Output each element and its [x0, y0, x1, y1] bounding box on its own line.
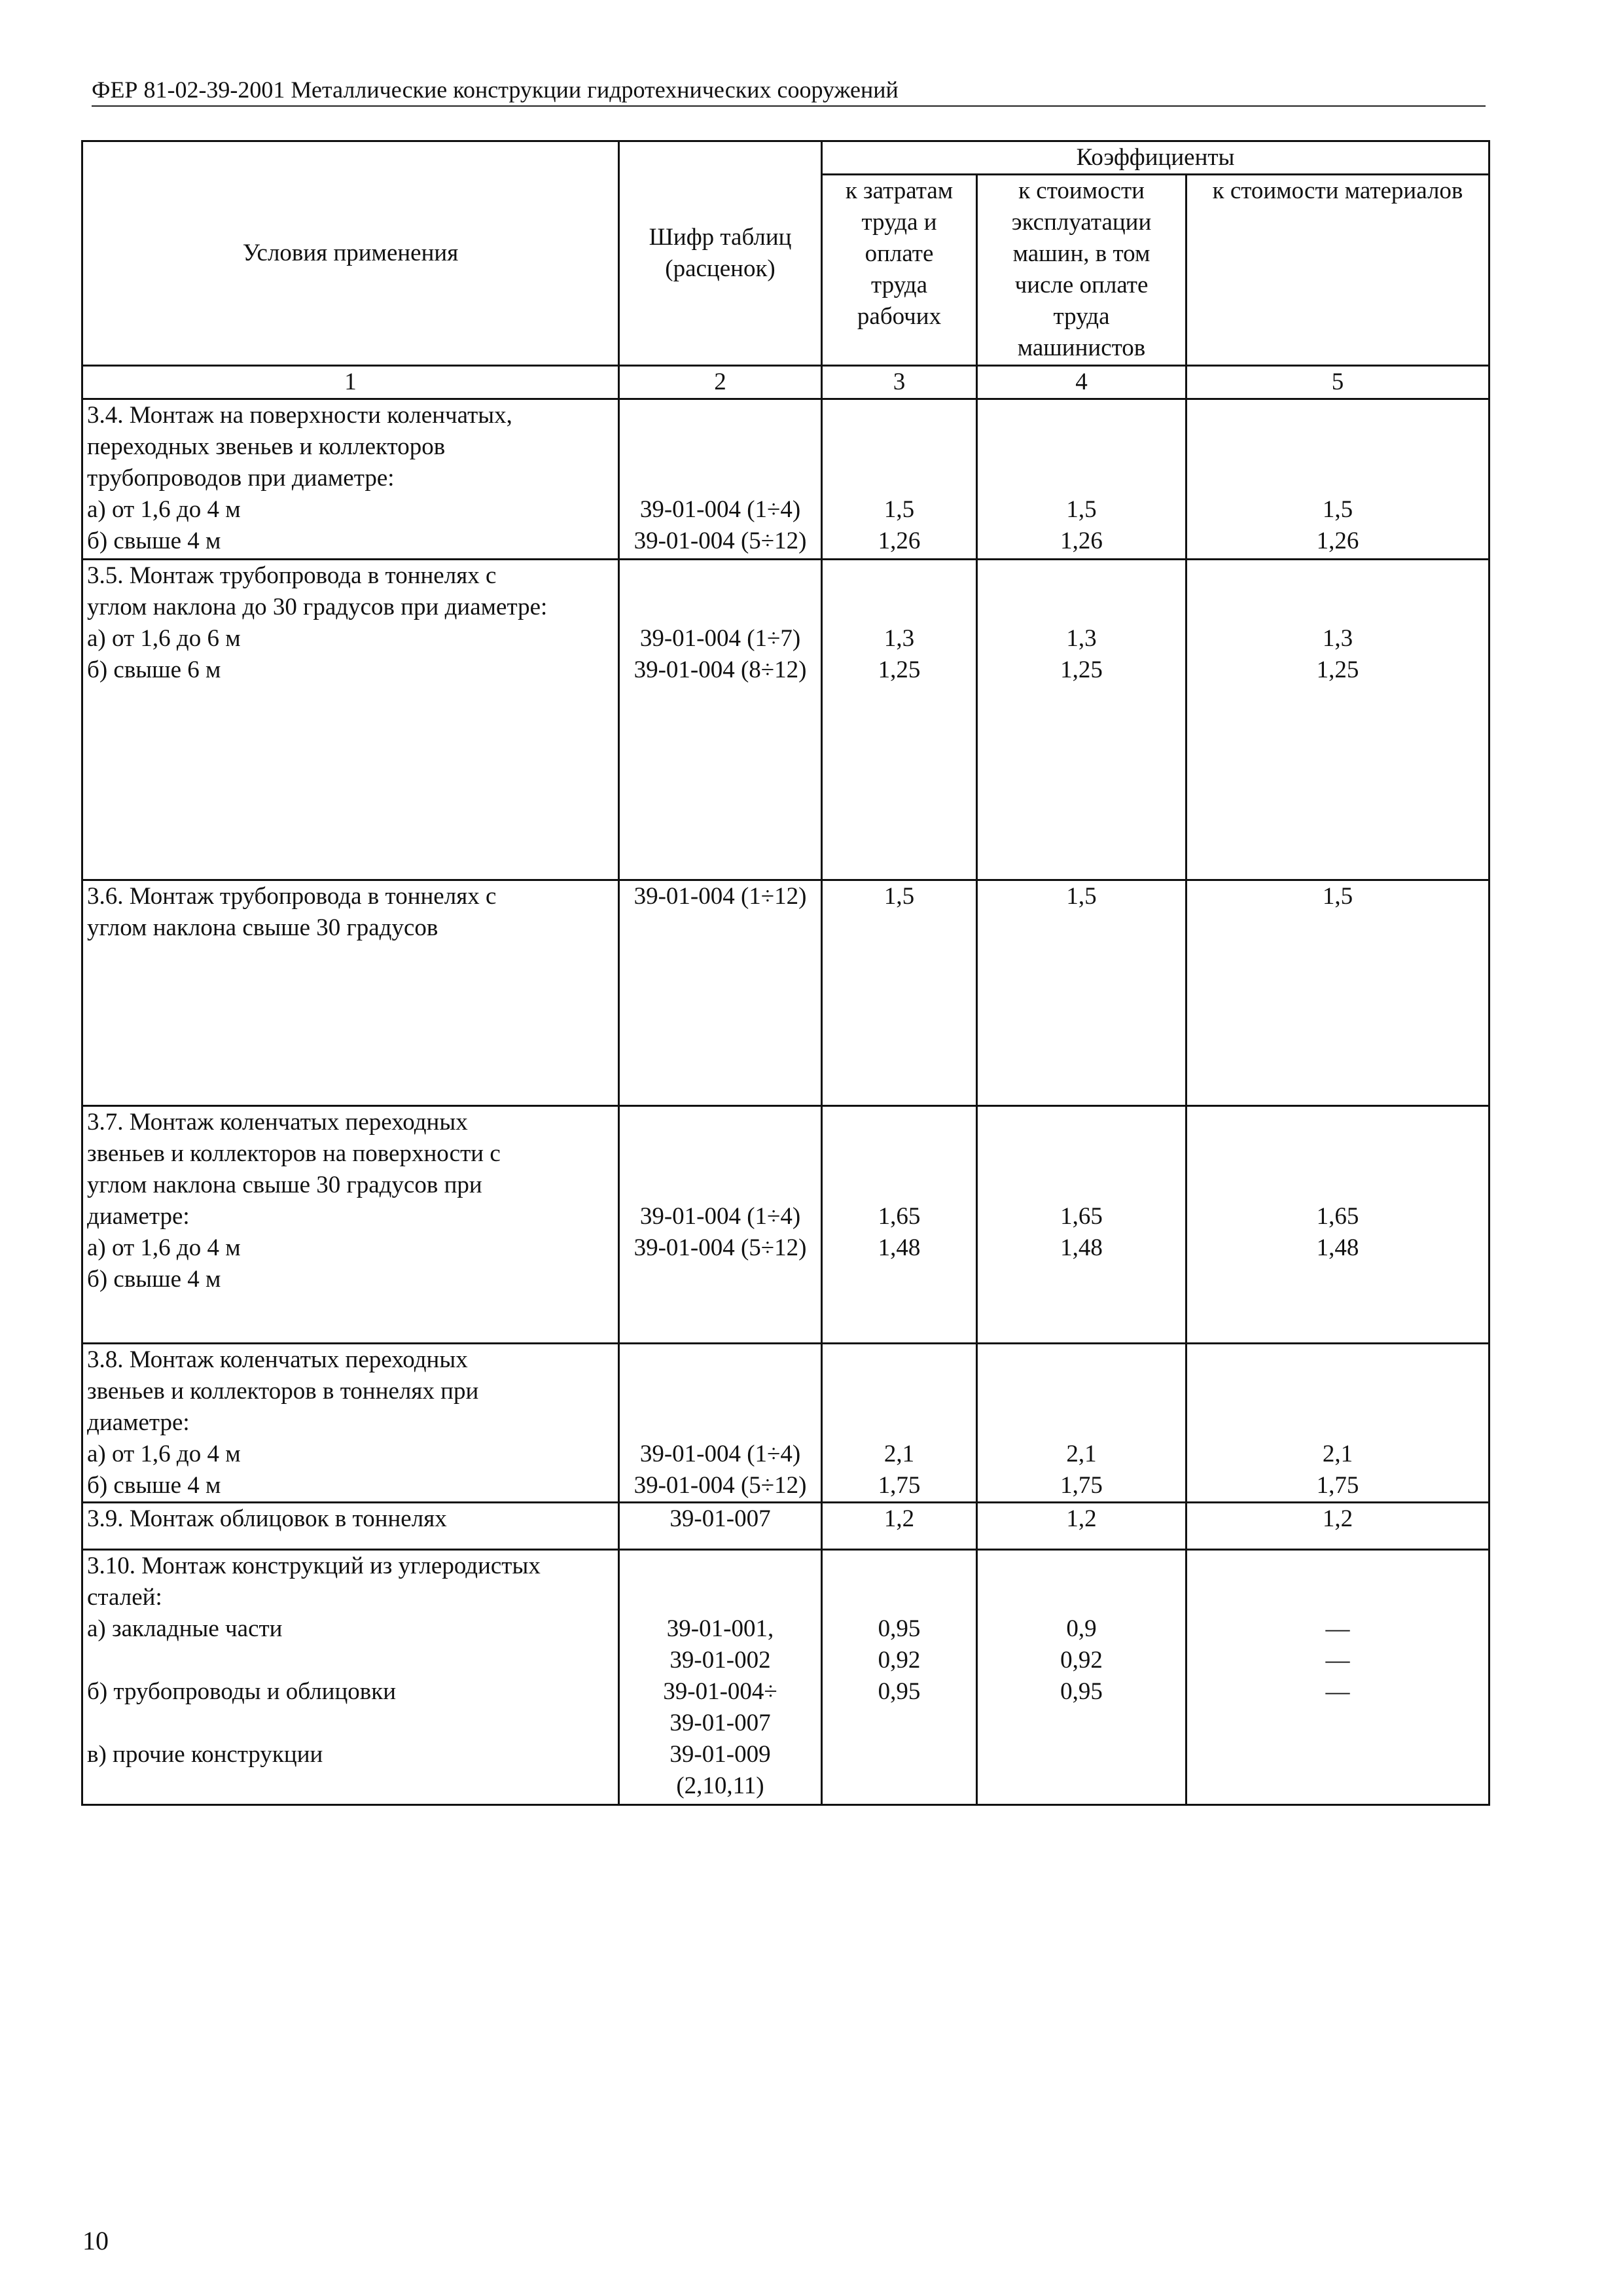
cell-line: [827, 1376, 972, 1407]
cell-line: 1,65: [1316, 1203, 1359, 1230]
cell-c4: [977, 1503, 1186, 1550]
cell-line: [1191, 1107, 1484, 1138]
cell-line: 1,26: [1316, 528, 1359, 554]
cell-line: [1191, 431, 1484, 463]
cell-line: 0,95: [1060, 1678, 1103, 1705]
head-col3: [822, 175, 977, 366]
cell-c3: [822, 1503, 977, 1550]
cell-line: [624, 1551, 817, 1582]
cell-line: звеньев и коллекторов в тоннелях при: [87, 1378, 479, 1405]
cell-line: —: [1325, 1615, 1350, 1642]
cell-line: [982, 1107, 1181, 1138]
cell-line: [624, 1407, 817, 1439]
table-row: [82, 880, 1489, 1106]
cell-desc: [82, 1550, 619, 1805]
cell-line: 0,95: [878, 1615, 921, 1642]
cell-line: [982, 560, 1181, 592]
head-line: труда: [1053, 303, 1110, 330]
cell-line: 1,65: [1060, 1203, 1103, 1230]
cell-line: 3.10. Монтаж конструкций из углеродистых: [87, 1552, 541, 1579]
cell-line: 1,75: [1316, 1472, 1359, 1499]
cell-line: углом наклона свыше 30 градусов: [87, 914, 438, 941]
cell-line: 39-01-007: [669, 1505, 771, 1532]
head-line: к стоимости: [1018, 177, 1145, 204]
cell-line: 2,1: [1322, 1441, 1353, 1467]
cell-line: [827, 463, 972, 494]
cell-line: [982, 1264, 1181, 1295]
cell-line: [982, 1376, 1181, 1407]
cell-line: 39-01-001,: [666, 1615, 774, 1642]
cell-c5: [1186, 560, 1489, 880]
cell-line: [827, 1138, 972, 1170]
cell-line: 3.5. Монтаж трубопровода в тоннелях с: [87, 562, 497, 589]
cell-line: [982, 400, 1181, 431]
cell-desc: [82, 1106, 619, 1344]
cell-line: 1,5: [1066, 883, 1097, 910]
head-line: труда: [870, 272, 928, 298]
cell-line: 1,26: [1060, 528, 1103, 554]
cell-line: [624, 1138, 817, 1170]
cell-line: [1191, 560, 1484, 592]
cell-line: в) прочие конструкции: [87, 1741, 323, 1768]
cell-line: —: [1325, 1647, 1350, 1674]
head-code-line: Шифр таблиц: [649, 224, 792, 251]
cell-line: 2,1: [1066, 1441, 1097, 1467]
cell-line: [624, 560, 817, 592]
cell-line: [624, 1170, 817, 1201]
cell-line: [827, 560, 972, 592]
cell-line: 0,92: [1060, 1647, 1103, 1674]
cell-line: [827, 1770, 972, 1802]
cell-line: [1191, 463, 1484, 494]
cell-line: [982, 1582, 1181, 1613]
cell-line: [1191, 1407, 1484, 1439]
cell-line: [827, 1407, 972, 1439]
cell-c4: [977, 560, 1186, 880]
cell-line: а) от 1,6 до 4 м: [87, 496, 241, 523]
cell-line: [624, 1344, 817, 1376]
cell-c3: [822, 1344, 977, 1503]
cell-line: [982, 1551, 1181, 1582]
cell-line: [1191, 1264, 1484, 1295]
cell-line: диаметре:: [87, 1203, 190, 1230]
cell-line: [827, 1582, 972, 1613]
cell-line: [624, 1582, 817, 1613]
cell-line: 2,1: [883, 1441, 915, 1467]
col-number: 5: [1186, 366, 1489, 399]
cell-line: 39-01-004 (1÷4): [639, 496, 801, 523]
cell-line: [87, 1708, 614, 1739]
cell-line: 1,75: [878, 1472, 921, 1499]
cell-desc: [82, 1503, 619, 1550]
cell-c3: [822, 1550, 977, 1805]
cell-line: б) свыше 4 м: [87, 1472, 221, 1499]
cell-code: [619, 1550, 822, 1805]
cell-code: [619, 399, 822, 560]
cell-line: переходных звеньев и коллекторов: [87, 433, 446, 460]
cell-line: 1,3: [1322, 625, 1353, 652]
cell-line: 1,25: [1316, 656, 1359, 683]
cell-line: [982, 1138, 1181, 1170]
cell-c5: [1186, 1503, 1489, 1550]
cell-c4: [977, 1106, 1186, 1344]
cell-line: 1,2: [1066, 1505, 1097, 1532]
cell-line: 0,92: [878, 1647, 921, 1674]
cell-line: 39-01-004 (5÷12): [633, 1234, 807, 1261]
cell-line: звеньев и коллекторов на поверхности с: [87, 1140, 501, 1167]
cell-line: [1191, 1376, 1484, 1407]
cell-line: а) от 1,6 до 4 м: [87, 1234, 241, 1261]
head-conditions: Условия применения: [82, 141, 619, 366]
cell-line: 39-01-004 (5÷12): [633, 1472, 807, 1499]
cell-line: 39-01-004÷: [663, 1678, 777, 1705]
page-number: 10: [82, 2226, 109, 2255]
head-coefficients: Коэффициенты: [822, 141, 1489, 175]
cell-line: 39-01-004 (1÷4): [639, 1203, 801, 1230]
cell-line: [827, 431, 972, 463]
head-line: эксплуатации: [1011, 209, 1152, 236]
cell-code: [619, 1344, 822, 1503]
table-row: [82, 399, 1489, 560]
table-row: [82, 1550, 1489, 1805]
cell-line: 1,26: [878, 528, 921, 554]
head-line: машинистов: [1017, 334, 1146, 361]
cell-line: [827, 1708, 972, 1739]
cell-line: [624, 463, 817, 494]
cell-line: [982, 592, 1181, 623]
cell-c5: [1186, 1550, 1489, 1805]
cell-line: а) от 1,6 до 6 м: [87, 625, 241, 652]
cell-line: 39-01-004 (8÷12): [633, 656, 807, 683]
cell-line: а) от 1,6 до 4 м: [87, 1441, 241, 1467]
cell-line: [827, 400, 972, 431]
cell-line: 39-01-007: [669, 1710, 771, 1736]
cell-line: трубопроводов при диаметре:: [87, 465, 395, 492]
table-row: [82, 1106, 1489, 1344]
head-line: машин, в том: [1012, 240, 1150, 267]
cell-line: 39-01-002: [669, 1647, 771, 1674]
cell-line: [1191, 1138, 1484, 1170]
cell-line: [827, 592, 972, 623]
col-number: 1: [82, 366, 619, 399]
table-row: [82, 560, 1489, 880]
head-line: оплате: [865, 240, 934, 267]
cell-line: [982, 1770, 1181, 1802]
cell-code: [619, 560, 822, 880]
cell-line: 3.9. Монтаж облицовок в тоннелях: [87, 1505, 447, 1532]
cell-line: 1,48: [1316, 1234, 1359, 1261]
cell-line: [982, 1407, 1181, 1439]
cell-line: [1191, 1551, 1484, 1582]
cell-line: 1,5: [883, 496, 915, 523]
cell-line: 39-01-004 (1÷12): [633, 883, 807, 910]
cell-line: б) трубопроводы и облицовки: [87, 1678, 397, 1705]
cell-line: [1191, 1170, 1484, 1201]
cell-c4: [977, 880, 1186, 1106]
cell-c5: [1186, 399, 1489, 560]
cell-line: [1191, 1344, 1484, 1376]
cell-desc: [82, 880, 619, 1106]
cell-c5: [1186, 880, 1489, 1106]
col-number: 2: [619, 366, 822, 399]
cell-line: 1,25: [878, 656, 921, 683]
cell-c5: [1186, 1344, 1489, 1503]
cell-line: 3.8. Монтаж коленчатых переходных: [87, 1346, 468, 1373]
head-code-line: (расценок): [665, 255, 776, 282]
cell-line: [982, 1344, 1181, 1376]
cell-line: 39-01-004 (1÷4): [639, 1441, 801, 1467]
cell-line: [1191, 592, 1484, 623]
cell-line: [982, 463, 1181, 494]
cell-line: [827, 1264, 972, 1295]
cell-c3: [822, 399, 977, 560]
cell-line: 39-01-004 (1÷7): [639, 625, 801, 652]
head-line: к затратам: [845, 177, 954, 204]
cell-line: [827, 1551, 972, 1582]
cell-code: [619, 1106, 822, 1344]
cell-line: 1,5: [883, 883, 915, 910]
cell-line: б) свыше 6 м: [87, 656, 221, 683]
cell-line: (2,10,11): [676, 1772, 764, 1799]
col-number: 3: [822, 366, 977, 399]
cell-c4: [977, 1550, 1186, 1805]
head-line: труда и: [861, 209, 937, 236]
cell-line: а) закладные части: [87, 1615, 283, 1642]
cell-code: [619, 1503, 822, 1550]
head-line: рабочих: [857, 303, 942, 330]
cell-c5: [1186, 1106, 1489, 1344]
cell-line: [624, 400, 817, 431]
cell-line: 1,48: [878, 1234, 921, 1261]
cell-line: б) свыше 4 м: [87, 528, 221, 554]
cell-line: 3.4. Монтаж на поверхности коленчатых,: [87, 402, 512, 429]
cell-line: 1,5: [1322, 883, 1353, 910]
cell-line: 39-01-004 (5÷12): [633, 528, 807, 554]
cell-line: 1,2: [883, 1505, 915, 1532]
table-row: [82, 1344, 1489, 1503]
cell-line: [1191, 1739, 1484, 1770]
cell-line: [87, 1645, 614, 1676]
cell-line: [1191, 400, 1484, 431]
document-header: ФЕР 81-02-39-2001 Металлические конструкции гидротехнических сооружений: [92, 75, 1486, 107]
cell-line: углом наклона до 30 градусов при диаметре:: [87, 594, 548, 620]
cell-desc: [82, 560, 619, 880]
cell-line: 1,3: [1066, 625, 1097, 652]
cell-line: —: [1325, 1678, 1350, 1705]
cell-line: [624, 431, 817, 463]
cell-line: 39-01-009: [669, 1741, 771, 1768]
cell-c4: [977, 1344, 1186, 1503]
cell-line: 3.7. Монтаж коленчатых переходных: [87, 1109, 468, 1136]
table-row: [82, 1503, 1489, 1550]
cell-line: [982, 1708, 1181, 1739]
cell-line: 0,9: [1066, 1615, 1097, 1642]
cell-line: [624, 592, 817, 623]
cell-line: углом наклона свыше 30 градусов при: [87, 1172, 482, 1198]
cell-line: 1,48: [1060, 1234, 1103, 1261]
head-col4: [977, 175, 1186, 366]
cell-c3: [822, 560, 977, 880]
col-number: 4: [977, 366, 1186, 399]
cell-line: 1,5: [1322, 496, 1353, 523]
cell-line: [982, 431, 1181, 463]
cell-line: [624, 1376, 817, 1407]
cell-line: сталей:: [87, 1584, 162, 1611]
head-col5: [1186, 175, 1489, 366]
cell-line: 1,5: [1066, 496, 1097, 523]
cell-line: [982, 1170, 1181, 1201]
cell-line: [827, 1739, 972, 1770]
cell-line: диаметре:: [87, 1409, 190, 1436]
cell-desc: [82, 399, 619, 560]
cell-desc: [82, 1344, 619, 1503]
cell-c3: [822, 880, 977, 1106]
cell-line: [827, 1344, 972, 1376]
cell-line: 1,75: [1060, 1472, 1103, 1499]
cell-code: [619, 880, 822, 1106]
cell-line: б) свыше 4 м: [87, 1266, 221, 1293]
cell-line: [1191, 1582, 1484, 1613]
cell-line: [982, 1739, 1181, 1770]
cell-c4: [977, 399, 1186, 560]
cell-line: [87, 1770, 614, 1802]
cell-line: 0,95: [878, 1678, 921, 1705]
cell-line: [1191, 1770, 1484, 1802]
cell-line: 1,65: [878, 1203, 921, 1230]
head-line: числе оплате: [1014, 272, 1149, 298]
cell-line: [1191, 1708, 1484, 1739]
cell-line: 1,3: [883, 625, 915, 652]
coefficients-table: [81, 140, 1490, 1806]
cell-line: [827, 1107, 972, 1138]
cell-line: 1,25: [1060, 656, 1103, 683]
cell-c3: [822, 1106, 977, 1344]
cell-line: [624, 1264, 817, 1295]
cell-line: 3.6. Монтаж трубопровода в тоннелях с: [87, 883, 497, 910]
head-code: [619, 141, 822, 366]
head-line: к стоимости материалов: [1212, 177, 1463, 204]
cell-line: [624, 1107, 817, 1138]
cell-line: [827, 1170, 972, 1201]
cell-line: 1,2: [1322, 1505, 1353, 1532]
